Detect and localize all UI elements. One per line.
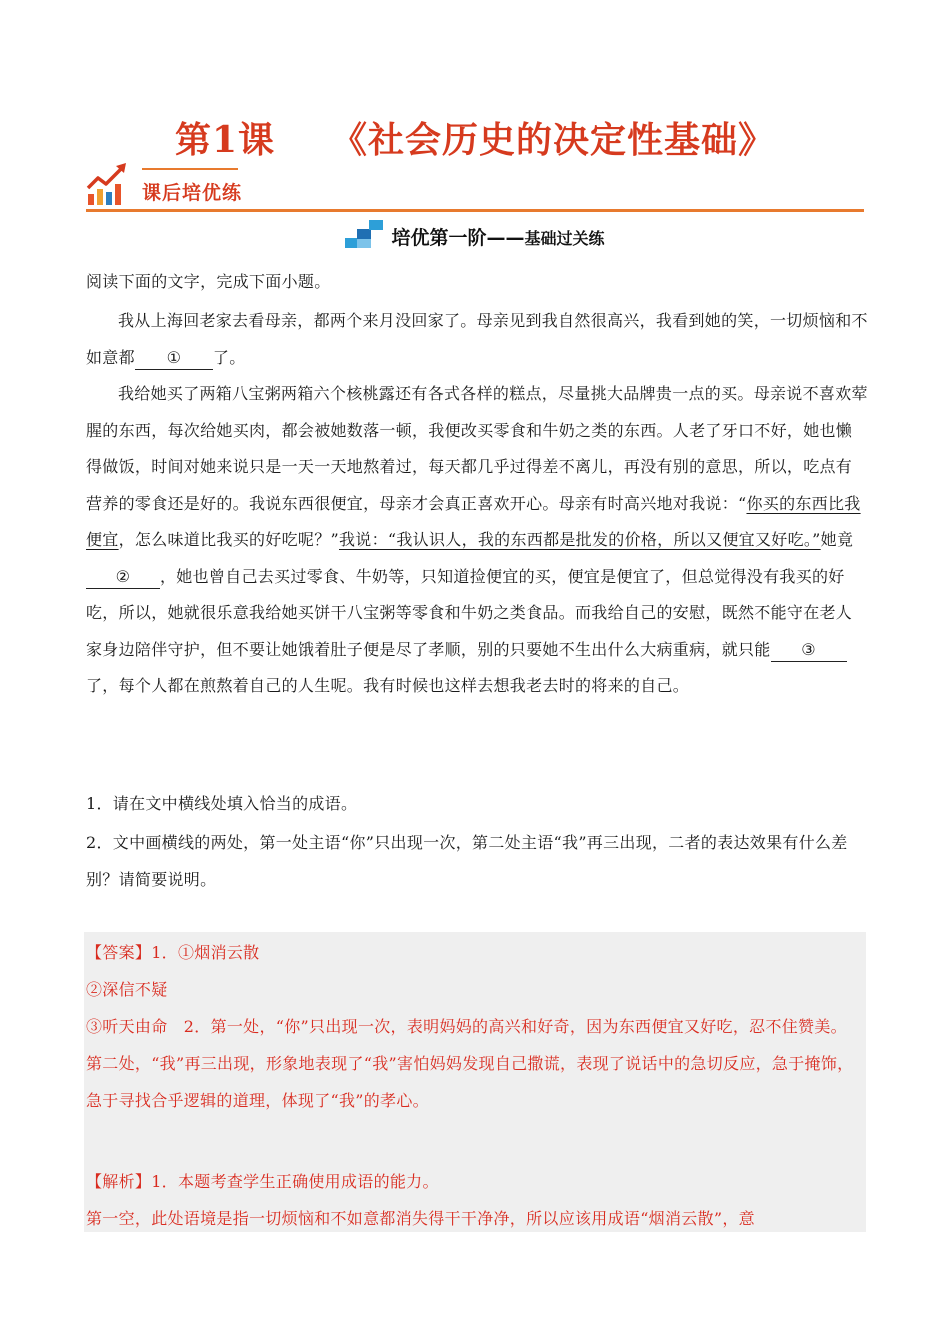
analysis-line-1: 【解析】1．本题考查学生正确使用成语的能力。 <box>86 1172 439 1191</box>
question-2: 2．文中画横线的两处，第一处主语“你”只出现一次，第二处主语“我”再三出现，二者的表达效果有什么差别？请简要说明。 <box>86 833 848 889</box>
growth-chart-icon <box>86 160 132 208</box>
section-label: 课后培优练 <box>142 182 243 204</box>
answer-line-1: 【答案】1．①烟消云散 <box>86 943 260 962</box>
lesson-name: 《社会历史的决定性基础》 <box>331 119 776 161</box>
analysis-line-2: 第一空，此处语境是指一切烦恼和不如意都消失得干干净净，所以应该用成语“烟消云散”，意 <box>86 1209 755 1228</box>
header-top-line <box>142 168 238 170</box>
blank-3: ③ <box>771 639 847 662</box>
section-header <box>86 160 864 212</box>
blank-1: ① <box>135 347 213 370</box>
stairs-icon <box>345 220 385 250</box>
level-title: 培优第一阶—— <box>391 227 525 249</box>
blank-2: ② <box>86 566 160 589</box>
passage-paragraph-2: 我给她买了两箱八宝粥两箱六个核桃露还有各式各样的糕点，尽量挑大品牌贵一点的买。母亲说不喜欢荤腥的东西，每次给她买肉，都会被她数落一顿，我便改买零食和牛奶之类的东西。人老了牙口不好，她也懒得做饭，时间对她来说只是一天一天地熬着过，每天都几乎过得差不离儿，再没有别的意思，所以，吃点有营养的零食还是好的。我说东西很便宜，母亲才会真正喜欢开心。母亲有时高兴地对我说：“你买的东西比我便宜，怎么味道比我买的好吃呢？”我说：“我认识人，我的东西都是批发的价格，所以又便宜又好吃。”她竟② ，她也曾自己去买过零食、牛奶等，只知道捡便宜的买，便宜是便宜了，但总觉得没有我买的好吃，所以，她就很乐意我给她买饼干八宝粥等零食和牛奶之类食品。而我给自己的安慰，既然不能守在老人家身边陪伴守护，但不要让她饿着肚子便是尽了孝顺，别的只要她不生出什么大病重病，就只能 ③了，每个人都在煎熬着自己的人生呢。我有时候也这样去想我老去时的将来的自己。 <box>86 384 868 695</box>
header-divider <box>86 209 864 212</box>
lesson-number: 第1课 <box>174 119 276 161</box>
question-1: 1．请在文中横线处填入恰当的成语。 <box>86 794 358 813</box>
level-heading <box>0 220 950 255</box>
answer-line-3: ③听天由命 2．第一处，“你”只出现一次，表明妈妈的高兴和好奇，因为东西便宜又好吃，忍不住赞美。第二处，“我”再三出现，形象地表现了“我”害怕妈妈发现自己撒谎，表现了说话中的急切反应，急于掩饰，急于寻找合乎逻辑的道理，体现了“我”的孝心。 <box>86 1017 854 1110</box>
page-title <box>0 112 950 163</box>
underlined-phrase-1: 你买的东西比我便宜 <box>86 493 861 549</box>
underlined-phrase-2: 我说：“我认识人，我的东西都是批发的价格，所以又便宜又好吃。” <box>339 530 821 549</box>
passage-paragraph-1: 我从上海回老家去看母亲，都两个来月没回家了。母亲见到我自然很高兴，我看到她的笑，一切烦恼和不如意都 ① 了。 <box>86 303 868 376</box>
level-subtitle: 基础过关练 <box>524 229 605 248</box>
answer-tag: 【答案】 <box>86 943 152 962</box>
answer-line-2: ②深信不疑 <box>86 980 168 999</box>
answer-box <box>84 932 866 1232</box>
analysis-tag: 【解析】 <box>86 1172 152 1191</box>
instruction: 阅读下面的文字，完成下面小题。 <box>86 272 331 291</box>
